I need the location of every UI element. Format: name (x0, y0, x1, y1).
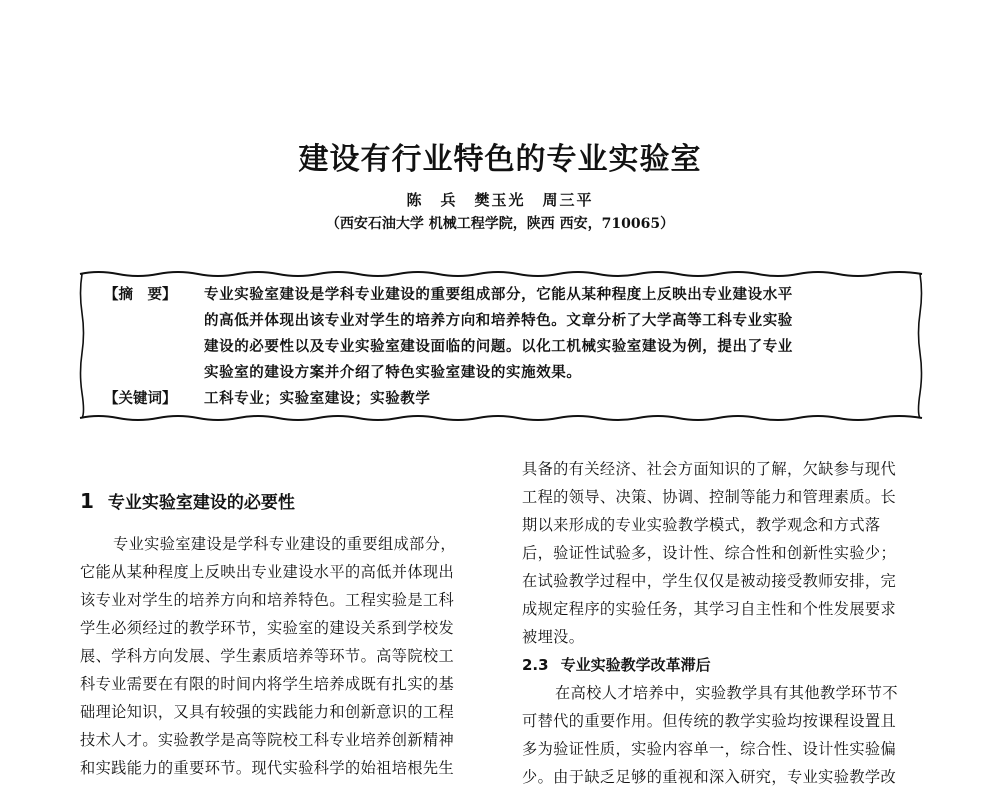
body-line: 期以来形成的专业实验教学模式，教学观念和方式落 (522, 516, 881, 534)
affiliation: （西安石油大学 机械工程学院，陕西 西安，710065） (325, 216, 675, 232)
body-line: 在高校人才培养中，实验教学具有其他教学环节不 (555, 684, 898, 702)
abstract-label: 【摘 要】 (104, 286, 177, 303)
section-heading (80, 488, 295, 513)
body-line: 少。由于缺乏足够的重视和深入研究，专业实验教学改 (522, 768, 897, 786)
subsection-number: 2.3 (522, 656, 549, 674)
body-line: 展、学科方向发展、学生素质培养等环节。高等院校工 (80, 647, 455, 665)
abstract-box (78, 268, 924, 424)
body-line: 成规定程序的实验任务，其学习自主性和个性发展要求 (522, 600, 897, 618)
subsection-heading (522, 651, 932, 679)
body-line: 专业实验室建设是学科专业建设的重要组成部分， (113, 535, 456, 553)
body-line: 科专业需要在有限的时间内将学生培养成既有扎实的基 (80, 675, 455, 693)
body-line: 被埋没。 (522, 628, 585, 646)
keywords-text: 工科专业；实验室建设；实验教学 (204, 390, 431, 407)
abstract-text (204, 282, 900, 386)
body-line: 础理论知识，又具有较强的实践能力和创新意识的工程 (80, 703, 455, 721)
subsection-title: 专业实验教学改革滞后 (560, 656, 711, 674)
body-line: 可替代的重要作用。但传统的教学实验均按课程设置且 (522, 712, 897, 730)
section-title: 专业实验室建设的必要性 (107, 493, 295, 513)
body-line: 学生必须经过的教学环节，实验室的建设关系到学校发 (80, 619, 455, 637)
body-line: 技术人才。实验教学是高等院校工科专业培养创新精神 (80, 731, 455, 749)
body-line: 具备的有关经济、社会方面知识的了解，欠缺参与现代 (522, 460, 897, 478)
authors: 陈 兵 樊玉光 周三平 (406, 191, 594, 209)
body-line: 和实践能力的重要环节。现代实验科学的始祖培根先生 (80, 759, 455, 777)
right-column (522, 455, 932, 791)
keywords-label: 【关键词】 (104, 390, 177, 407)
body-line: 多为验证性质，实验内容单一，综合性、设计性实验偏 (522, 740, 897, 758)
body-line: 工程的领导、决策、协调、控制等能力和管理素质。长 (522, 488, 897, 506)
abstract-line: 专业实验室建设是学科专业建设的重要组成部分，它能从某种程度上反映出专业建设水平 (204, 286, 793, 303)
abstract-line: 建设的必要性以及专业实验室建设面临的问题。以化工机械实验室建设为例，提出了专业 (204, 338, 793, 355)
section-number: 1 (80, 489, 94, 513)
left-column (80, 530, 492, 782)
abstract-line: 实验室的建设方案并介绍了特色实验室建设的实施效果。 (204, 364, 582, 381)
paper-title: 建设有行业特色的专业实验室 (298, 142, 702, 177)
body-line: 在试验教学过程中，学生仅仅是被动接受教师安排，完 (522, 572, 897, 590)
abstract-line: 的高低并体现出该专业对学生的培养方向和培养特色。文章分析了大学高等工科专业实验 (204, 312, 793, 329)
body-line: 后，验证性试验多，设计性、综合性和创新性实验少； (522, 544, 897, 562)
body-line: 该专业对学生的培养方向和培养特色。工程实验是工科 (80, 591, 455, 609)
body-line: 它能从某种程度上反映出专业建设水平的高低并体现出 (80, 563, 455, 581)
